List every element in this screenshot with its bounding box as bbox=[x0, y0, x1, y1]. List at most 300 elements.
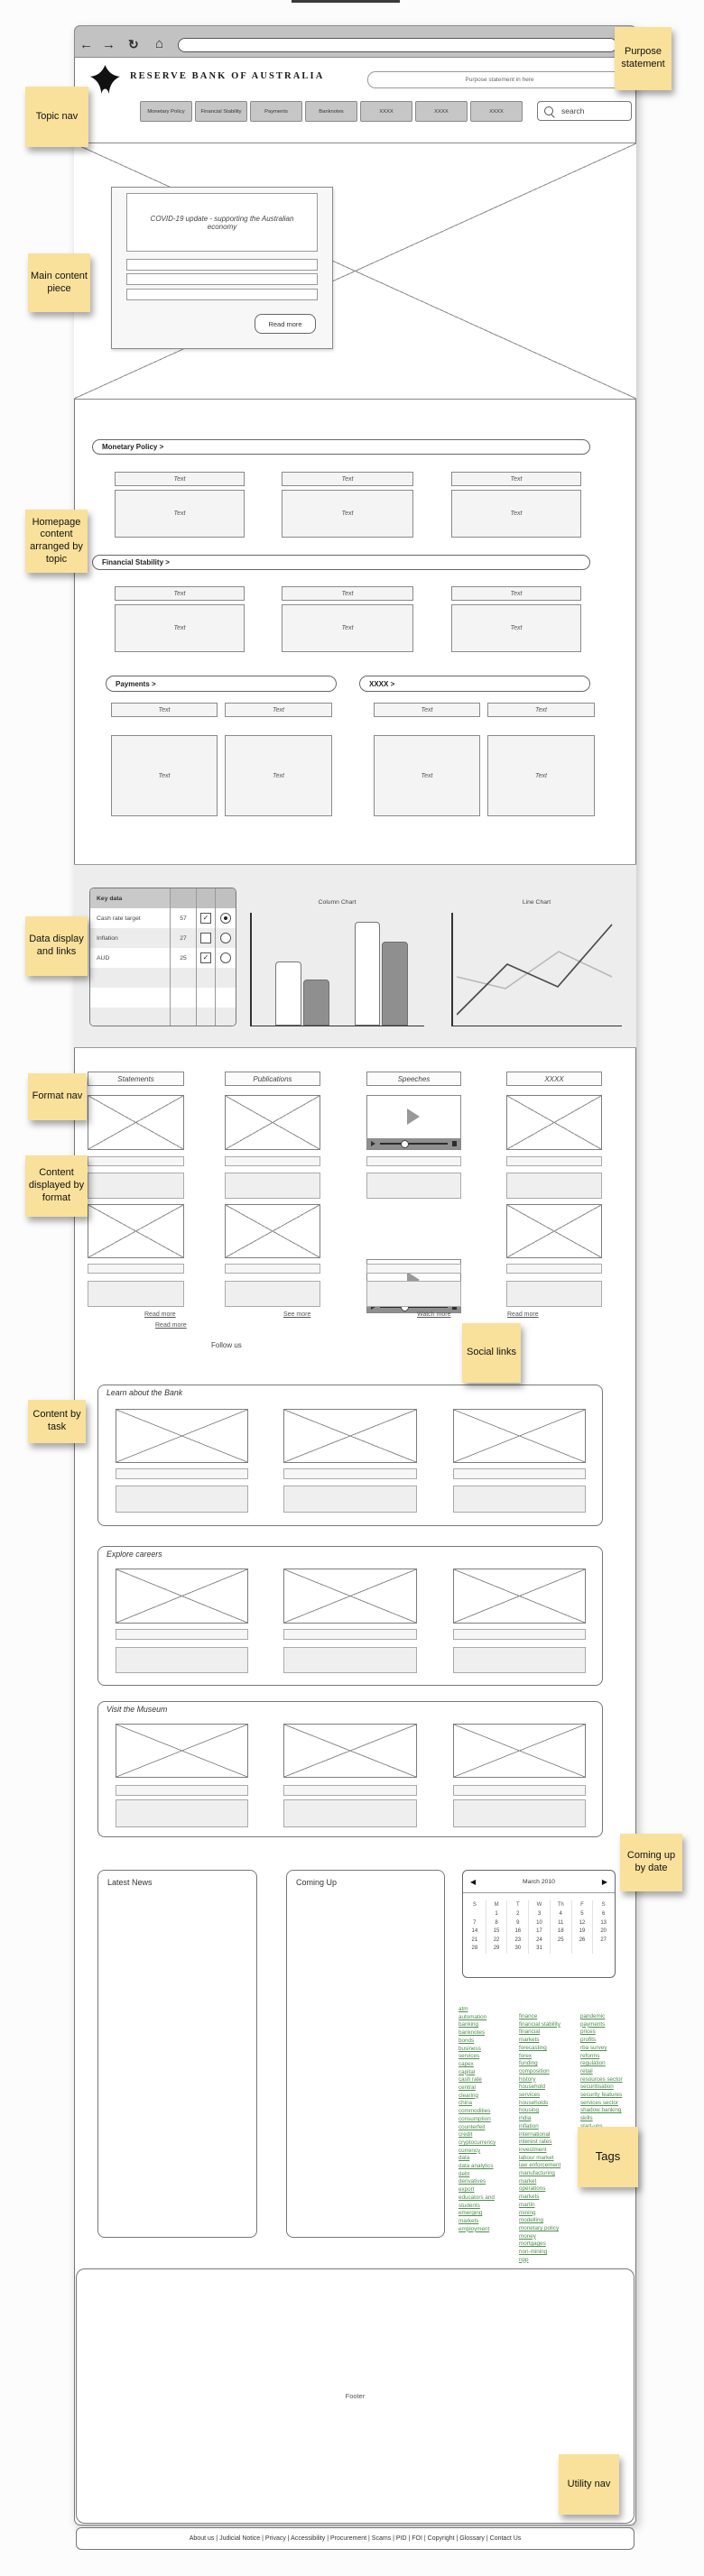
tag-link[interactable]: regulation bbox=[580, 2060, 606, 2067]
line-chart-y-axis bbox=[451, 913, 453, 1026]
calendar-date[interactable]: 7 bbox=[473, 1919, 477, 1926]
rba-logo bbox=[90, 65, 120, 96]
table-row-empty bbox=[90, 1007, 236, 1026]
content-card-title[interactable]: Text bbox=[487, 703, 595, 717]
tag-link[interactable]: china bbox=[459, 2100, 473, 2107]
tag-link[interactable]: investment bbox=[519, 2146, 547, 2153]
scrubber-volume-icon bbox=[452, 1141, 457, 1146]
sticky-tags: Tags bbox=[578, 2127, 638, 2187]
search-box[interactable] bbox=[537, 101, 632, 121]
follow-us-label: Follow us bbox=[211, 1341, 242, 1349]
read-more-link[interactable]: Read more bbox=[155, 1322, 187, 1329]
table-row-empty bbox=[90, 968, 236, 988]
tag-column-1 bbox=[459, 2006, 516, 2233]
tag-link[interactable]: cryptocurrency bbox=[459, 2139, 496, 2146]
topic-nav-button[interactable]: XXXX bbox=[415, 101, 468, 122]
tag-link[interactable]: services bbox=[519, 2092, 541, 2099]
brand-title: RESERVE BANK OF AUSTRALIA bbox=[130, 71, 325, 81]
image-placeholder bbox=[453, 1724, 586, 1778]
tag-link[interactable]: pandemic bbox=[580, 2013, 606, 2019]
calendar-date[interactable]: 12 bbox=[571, 1919, 593, 1928]
calendar-month-label: March 2010 bbox=[523, 1878, 555, 1885]
row-label: AUD bbox=[90, 948, 171, 968]
tag-link[interactable]: debt bbox=[459, 2170, 470, 2177]
line-series-dark bbox=[457, 925, 612, 1015]
tag-link[interactable]: security features bbox=[580, 2092, 623, 2099]
content-card-body[interactable]: Text bbox=[487, 735, 595, 816]
home-icon[interactable]: ⌂ bbox=[155, 36, 164, 51]
text-line-placeholder bbox=[366, 1264, 461, 1274]
tag-link[interactable]: non-mining bbox=[519, 2249, 548, 2256]
tag-link[interactable]: shadow banking bbox=[580, 2107, 622, 2114]
table-row bbox=[90, 928, 236, 948]
content-card-body[interactable]: Text bbox=[451, 604, 581, 652]
watch-more-link[interactable]: Watch more bbox=[417, 1311, 451, 1318]
image-placeholder bbox=[506, 1204, 602, 1258]
tag-link[interactable]: educators and bbox=[459, 2194, 495, 2201]
text-block-placeholder bbox=[225, 1281, 320, 1307]
topic-nav-button[interactable]: Banknotes bbox=[305, 101, 357, 122]
row-label: Inflation bbox=[90, 928, 171, 948]
search-label: search bbox=[561, 106, 585, 115]
calendar-day-header: W bbox=[528, 1900, 550, 1910]
calendar-day-header: S bbox=[472, 1902, 477, 1908]
tag-link[interactable]: profits bbox=[580, 2037, 597, 2044]
hero-title: COVID-19 update - supporting the Australian economy bbox=[126, 193, 318, 252]
tag-link[interactable]: export bbox=[459, 2186, 475, 2194]
calendar-date[interactable]: 11 bbox=[550, 1919, 571, 1928]
tag-link[interactable]: services bbox=[459, 2053, 480, 2060]
tag-link[interactable]: services sector bbox=[580, 2099, 618, 2106]
calendar-date[interactable]: 2 bbox=[506, 1910, 528, 1919]
tag-link[interactable]: currency bbox=[459, 2147, 481, 2154]
tag-link[interactable]: international bbox=[519, 2130, 551, 2138]
calendar-date[interactable]: 25 bbox=[550, 1937, 571, 1946]
content-card-title[interactable]: Text bbox=[282, 472, 413, 486]
text-block-placeholder bbox=[88, 1173, 184, 1199]
tag-link[interactable]: markets bbox=[519, 2037, 540, 2044]
calendar bbox=[462, 1870, 616, 1978]
line-chart-x-axis bbox=[451, 1026, 622, 1027]
content-card-body[interactable]: Text bbox=[451, 490, 581, 538]
calendar-date[interactable] bbox=[592, 1945, 614, 1954]
text-block-placeholder bbox=[88, 1281, 184, 1307]
tag-link[interactable]: data bbox=[459, 2155, 470, 2162]
image-placeholder bbox=[88, 1095, 184, 1150]
tag-link[interactable]: business bbox=[459, 2045, 481, 2052]
calendar-date[interactable]: 9 bbox=[506, 1919, 528, 1928]
utility-nav[interactable]: About us | Judicial Notice | Privacy | Accessibility | Procurement | Scams | PID | FOI | Copyright | Glossary | Contact Us bbox=[76, 2527, 635, 2550]
topic-nav-button[interactable]: XXXX bbox=[470, 101, 523, 122]
tag-link[interactable]: inflation bbox=[519, 2122, 539, 2130]
hero-text-line bbox=[126, 259, 318, 271]
line-chart-plot bbox=[457, 913, 619, 1023]
tag-column-3 bbox=[580, 2013, 636, 2131]
tag-link[interactable]: forecasting bbox=[519, 2044, 547, 2051]
radio-selected[interactable] bbox=[220, 913, 231, 924]
calendar-grid bbox=[463, 1893, 615, 1954]
tag-link[interactable]: forex bbox=[519, 2052, 532, 2059]
line-chart-title: Line Chart bbox=[522, 899, 551, 906]
calendar-header bbox=[463, 1871, 615, 1893]
tag-link[interactable]: household bbox=[519, 2084, 546, 2091]
calendar-date[interactable]: 10 bbox=[528, 1919, 550, 1928]
key-data-header: Key data bbox=[90, 888, 171, 908]
scrubber-play-icon bbox=[371, 1141, 375, 1146]
tag-link[interactable]: interest rates bbox=[519, 2139, 552, 2146]
purpose-statement-box: Purpose statement in here bbox=[367, 71, 632, 88]
tag-link[interactable]: markets bbox=[459, 2217, 479, 2224]
text-line-placeholder bbox=[116, 1468, 248, 1479]
tag-link[interactable]: emerging bbox=[459, 2210, 483, 2217]
column-chart-bar bbox=[275, 961, 301, 1026]
tag-link[interactable]: bonds bbox=[459, 2037, 475, 2044]
column-chart-y-axis bbox=[250, 913, 252, 1026]
back-icon[interactable]: ← bbox=[79, 37, 93, 52]
text-block-placeholder bbox=[366, 1173, 461, 1199]
tag-link[interactable]: rba survey bbox=[580, 2044, 607, 2051]
text-line-placeholder bbox=[453, 1629, 586, 1640]
tag-column-2 bbox=[519, 2013, 579, 2265]
row-value: 25 bbox=[171, 948, 197, 968]
text-line-placeholder bbox=[506, 1264, 602, 1274]
sticky-purpose-statement: Purpose statement bbox=[615, 27, 672, 90]
tag-link[interactable]: martin bbox=[519, 2201, 535, 2208]
reload-icon[interactable]: ↻ bbox=[128, 37, 139, 51]
tag-link[interactable]: employment bbox=[459, 2225, 490, 2232]
column-chart-bar bbox=[382, 942, 408, 1026]
tag-link[interactable]: finance bbox=[519, 2013, 538, 2019]
table-row-empty bbox=[90, 988, 236, 1007]
tag-link[interactable]: cash rate bbox=[459, 2076, 482, 2084]
text-block-placeholder bbox=[453, 1486, 586, 1513]
tag-link[interactable]: consumption bbox=[459, 2115, 491, 2122]
task-section-title: Visit the Museum bbox=[107, 1705, 168, 1714]
format-nav-xxxx[interactable]: XXXX bbox=[506, 1072, 602, 1086]
text-line-placeholder bbox=[116, 1785, 248, 1796]
topic-nav-button[interactable]: XXXX bbox=[360, 101, 412, 122]
forward-icon[interactable]: → bbox=[102, 37, 116, 52]
content-card-title[interactable]: Text bbox=[451, 586, 581, 601]
image-placeholder bbox=[283, 1724, 417, 1778]
calendar-date[interactable]: 5 bbox=[571, 1910, 593, 1919]
text-line-placeholder bbox=[453, 1468, 586, 1479]
read-more-link[interactable]: Read more bbox=[507, 1311, 539, 1318]
image-placeholder bbox=[225, 1095, 320, 1150]
tag-link[interactable]: mining bbox=[519, 2209, 536, 2216]
tag-link[interactable]: manufacturing bbox=[519, 2170, 555, 2177]
text-line-placeholder bbox=[283, 1785, 417, 1796]
checkbox-unchecked[interactable] bbox=[200, 933, 211, 943]
coming-up-panel bbox=[286, 1870, 445, 2238]
tag-link[interactable]: banking bbox=[459, 2021, 479, 2029]
sticky-content-by-task: Content by task bbox=[28, 1400, 86, 1443]
calendar-date[interactable]: 20 bbox=[592, 1927, 614, 1937]
calendar-date[interactable] bbox=[550, 1945, 571, 1954]
text-block-placeholder bbox=[283, 1486, 417, 1513]
calendar-date[interactable]: 18 bbox=[550, 1927, 571, 1937]
text-block-placeholder bbox=[453, 1799, 586, 1827]
tag-link[interactable]: commodities bbox=[459, 2108, 491, 2115]
tag-link[interactable]: law enforcement bbox=[519, 2162, 561, 2169]
text-block-placeholder bbox=[366, 1281, 461, 1307]
calendar-date[interactable]: 26 bbox=[571, 1937, 593, 1946]
text-block-placeholder bbox=[506, 1173, 602, 1199]
calendar-day-header: T bbox=[506, 1900, 528, 1910]
topic-nav-button[interactable]: Payments bbox=[250, 101, 302, 122]
tag-link[interactable]: resources sector bbox=[580, 2075, 623, 2083]
content-card-title[interactable]: Text bbox=[115, 586, 245, 601]
radio-unselected[interactable] bbox=[220, 933, 231, 943]
image-placeholder bbox=[453, 1569, 586, 1624]
tag-link[interactable]: students bbox=[459, 2202, 480, 2209]
calendar-date[interactable]: 6 bbox=[592, 1910, 614, 1919]
image-placeholder bbox=[116, 1409, 248, 1463]
sticky-coming-up-by-date: Coming up by date bbox=[620, 1834, 682, 1891]
calendar-date[interactable]: 31 bbox=[528, 1945, 550, 1954]
calendar-date[interactable]: 15 bbox=[486, 1927, 507, 1937]
radio-unselected[interactable] bbox=[220, 952, 231, 963]
sticky-main-content: Main content piece bbox=[28, 253, 90, 312]
text-line-placeholder bbox=[116, 1629, 248, 1640]
tag-link[interactable]: financial bbox=[519, 2029, 541, 2036]
sticky-topic-nav: Topic nav bbox=[25, 87, 88, 147]
format-nav-statements[interactable]: Statements bbox=[88, 1072, 184, 1086]
text-line-placeholder bbox=[506, 1156, 602, 1166]
format-nav-publications[interactable]: Publications bbox=[225, 1072, 320, 1086]
text-block-placeholder bbox=[116, 1486, 248, 1513]
tag-link[interactable]: money bbox=[519, 2232, 536, 2240]
calendar-date[interactable]: 8 bbox=[486, 1919, 507, 1928]
calendar-date[interactable]: 13 bbox=[592, 1919, 614, 1928]
calendar-date[interactable]: 28 bbox=[471, 1946, 478, 1952]
task-section-title: Explore careers bbox=[107, 1550, 162, 1559]
hero-text-line bbox=[126, 273, 318, 285]
text-line-placeholder bbox=[225, 1156, 320, 1166]
calendar-day-header: M bbox=[486, 1900, 507, 1910]
text-line-placeholder bbox=[283, 1468, 417, 1479]
calendar-date[interactable]: 22 bbox=[486, 1937, 507, 1946]
calendar-day-header: S bbox=[592, 1900, 614, 1910]
footer-label: Footer bbox=[345, 2392, 366, 2400]
latest-news-panel bbox=[97, 1870, 257, 2238]
content-card-title[interactable]: Text bbox=[282, 586, 413, 601]
content-card-body[interactable]: Text bbox=[115, 490, 245, 538]
calendar-date[interactable]: 17 bbox=[528, 1927, 550, 1937]
row-label: Cash rate target bbox=[90, 908, 171, 928]
sticky-homepage-content: Homepage content arranged by topic bbox=[25, 510, 88, 573]
text-line-placeholder bbox=[88, 1264, 184, 1274]
text-block-placeholder bbox=[283, 1647, 417, 1673]
calendar-day-headers bbox=[464, 1900, 614, 1910]
scrubber-knob[interactable] bbox=[401, 1140, 409, 1148]
tag-link[interactable]: reforms bbox=[580, 2052, 600, 2059]
content-card-title[interactable]: Text bbox=[115, 472, 245, 486]
latest-news-title: Latest News bbox=[107, 1878, 153, 1887]
tag-link[interactable]: prices bbox=[580, 2029, 596, 2036]
play-icon[interactable] bbox=[407, 1109, 420, 1125]
calendar-date[interactable]: 24 bbox=[528, 1937, 550, 1946]
image-placeholder bbox=[225, 1204, 320, 1258]
tag-link[interactable]: housing bbox=[519, 2107, 540, 2114]
calendar-date[interactable]: 4 bbox=[550, 1910, 571, 1919]
tag-link[interactable]: market bbox=[519, 2177, 537, 2185]
hero-read-more-button[interactable]: Read more bbox=[255, 314, 316, 334]
tag-link[interactable]: operations bbox=[519, 2185, 546, 2193]
text-block-placeholder bbox=[283, 1799, 417, 1827]
hero-text-line bbox=[126, 289, 318, 300]
tag-link[interactable]: india bbox=[519, 2115, 532, 2122]
tag-link[interactable]: data analytics bbox=[459, 2163, 494, 2170]
top-artifact-line bbox=[292, 0, 400, 3]
topic-nav-button[interactable]: Monetary Policy bbox=[140, 101, 192, 122]
read-more-link[interactable]: Read more bbox=[144, 1311, 176, 1318]
format-nav-speeches[interactable]: Speeches bbox=[366, 1072, 461, 1086]
sticky-utility-nav: Utility nav bbox=[559, 2454, 619, 2515]
tag-link[interactable]: npp bbox=[519, 2256, 529, 2263]
content-card-body[interactable]: Text bbox=[111, 735, 218, 816]
tag-link[interactable]: labour market bbox=[519, 2154, 554, 2161]
topic-nav-button[interactable]: Financial Stability bbox=[195, 101, 247, 122]
tag-link[interactable]: automation bbox=[459, 2013, 487, 2020]
text-line-placeholder bbox=[283, 1629, 417, 1640]
tag-link[interactable]: mortgages bbox=[519, 2240, 546, 2248]
tag-link[interactable]: derivatives bbox=[459, 2178, 486, 2185]
coming-up-title: Coming Up bbox=[296, 1878, 338, 1887]
calendar-date[interactable]: 3 bbox=[528, 1910, 550, 1919]
table-header-row bbox=[90, 888, 236, 908]
calendar-week bbox=[464, 1945, 614, 1954]
content-card-body[interactable]: Text bbox=[225, 735, 332, 816]
sticky-data-display: Data display and links bbox=[25, 916, 88, 976]
tag-link[interactable]: retail bbox=[580, 2067, 593, 2075]
calendar-date[interactable]: 21 bbox=[471, 1937, 478, 1943]
tag-link[interactable]: history bbox=[519, 2075, 536, 2083]
tag-link[interactable]: credit bbox=[459, 2131, 473, 2139]
tag-link[interactable]: skills bbox=[580, 2115, 593, 2122]
line-series-light bbox=[457, 952, 612, 989]
sticky-content-by-format: Content displayed by format bbox=[25, 1155, 88, 1217]
video-scrubber[interactable] bbox=[367, 1138, 460, 1149]
calendar-week bbox=[464, 1927, 614, 1937]
tag-link[interactable]: funding bbox=[519, 2060, 538, 2067]
content-card-body[interactable]: Text bbox=[282, 604, 413, 652]
tag-link[interactable]: clearing bbox=[459, 2092, 479, 2099]
content-card-body[interactable]: Text bbox=[282, 490, 413, 538]
text-block-placeholder bbox=[225, 1173, 320, 1199]
calendar-date[interactable]: 30 bbox=[506, 1945, 528, 1954]
text-block-placeholder bbox=[506, 1281, 602, 1307]
topic-nav bbox=[140, 101, 528, 122]
sticky-social-links: Social links bbox=[462, 1323, 521, 1383]
tag-link[interactable]: banknotes bbox=[459, 2029, 486, 2037]
calendar-date[interactable]: 1 bbox=[486, 1910, 507, 1919]
tag-link[interactable]: monetary policy bbox=[519, 2224, 560, 2231]
image-placeholder bbox=[88, 1204, 184, 1258]
text-block-placeholder bbox=[453, 1647, 586, 1673]
image-placeholder bbox=[453, 1409, 586, 1463]
tag-link[interactable]: central bbox=[459, 2084, 476, 2092]
tag-link[interactable]: securitisation bbox=[580, 2084, 614, 2091]
calendar-date[interactable] bbox=[464, 1910, 486, 1919]
content-card-title[interactable]: Text bbox=[225, 703, 332, 717]
checkbox-checked[interactable]: ✓ bbox=[200, 952, 211, 963]
tag-link[interactable]: modelling bbox=[519, 2217, 543, 2224]
tag-link[interactable]: capital bbox=[459, 2068, 476, 2075]
content-card-title[interactable]: Text bbox=[111, 703, 218, 717]
calendar-day-header: F bbox=[571, 1900, 593, 1910]
table-row bbox=[90, 908, 236, 928]
text-line-placeholder bbox=[366, 1156, 461, 1166]
table-row bbox=[90, 948, 236, 968]
search-icon bbox=[544, 106, 553, 115]
calendar-day-header: Th bbox=[550, 1900, 571, 1910]
image-placeholder bbox=[116, 1724, 248, 1778]
text-line-placeholder bbox=[88, 1156, 184, 1166]
calendar-date[interactable]: 14 bbox=[471, 1928, 478, 1935]
tag-link[interactable]: composition bbox=[519, 2067, 550, 2075]
content-card-body[interactable]: Text bbox=[374, 735, 480, 816]
tag-link[interactable]: counterfeit bbox=[459, 2123, 486, 2130]
url-input[interactable] bbox=[178, 38, 617, 52]
video-player[interactable] bbox=[366, 1095, 461, 1150]
tag-link[interactable]: payments bbox=[580, 2020, 606, 2028]
column-chart-title: Column Chart bbox=[318, 899, 357, 906]
calendar-date[interactable]: 16 bbox=[506, 1927, 528, 1937]
image-placeholder bbox=[283, 1409, 417, 1463]
column-chart-bar bbox=[303, 980, 329, 1026]
content-card-title[interactable]: Text bbox=[451, 472, 581, 486]
section-financial-stability[interactable]: Financial Stability > bbox=[92, 555, 590, 570]
tag-link[interactable]: atm bbox=[459, 2006, 468, 2012]
image-placeholder bbox=[116, 1569, 248, 1624]
calendar-week bbox=[464, 1910, 614, 1919]
checkbox-checked[interactable]: ✓ bbox=[200, 913, 211, 924]
row-value: 27 bbox=[171, 928, 197, 948]
calendar-prev-icon[interactable]: ◀ bbox=[470, 1877, 477, 1886]
tag-link[interactable]: financial stability bbox=[519, 2020, 560, 2028]
calendar-week bbox=[464, 1919, 614, 1928]
content-card-title[interactable]: Text bbox=[374, 703, 480, 717]
text-block-placeholder bbox=[116, 1799, 248, 1827]
content-card-body[interactable]: Text bbox=[115, 604, 245, 652]
calendar-date[interactable] bbox=[571, 1945, 593, 1954]
section-monetary-policy[interactable]: Monetary Policy > bbox=[92, 439, 590, 455]
tag-link[interactable]: capex bbox=[459, 2060, 474, 2067]
row-value: 57 bbox=[171, 908, 197, 928]
text-line-placeholder bbox=[225, 1264, 320, 1274]
section-payments[interactable]: Payments > bbox=[106, 676, 337, 692]
tag-link[interactable]: markets bbox=[519, 2194, 540, 2201]
section-xxxx[interactable]: XXXX > bbox=[359, 676, 590, 692]
see-more-link[interactable]: See more bbox=[283, 1311, 311, 1318]
task-section-title: Learn about the Bank bbox=[107, 1388, 183, 1397]
calendar-date[interactable]: 19 bbox=[571, 1927, 593, 1937]
calendar-date[interactable]: 27 bbox=[592, 1937, 614, 1946]
text-line-placeholder bbox=[453, 1785, 586, 1796]
calendar-date[interactable]: 23 bbox=[506, 1937, 528, 1946]
calendar-date[interactable]: 29 bbox=[486, 1945, 507, 1954]
key-data-table bbox=[89, 888, 236, 1026]
tag-link[interactable]: households bbox=[519, 2099, 549, 2106]
image-placeholder bbox=[506, 1095, 602, 1150]
sticky-format-nav: Format nav bbox=[28, 1073, 87, 1120]
calendar-week bbox=[464, 1937, 614, 1946]
column-chart-bar bbox=[355, 922, 380, 1026]
text-block-placeholder bbox=[116, 1647, 248, 1673]
image-placeholder bbox=[283, 1569, 417, 1624]
calendar-next-icon[interactable]: ▶ bbox=[601, 1877, 607, 1886]
